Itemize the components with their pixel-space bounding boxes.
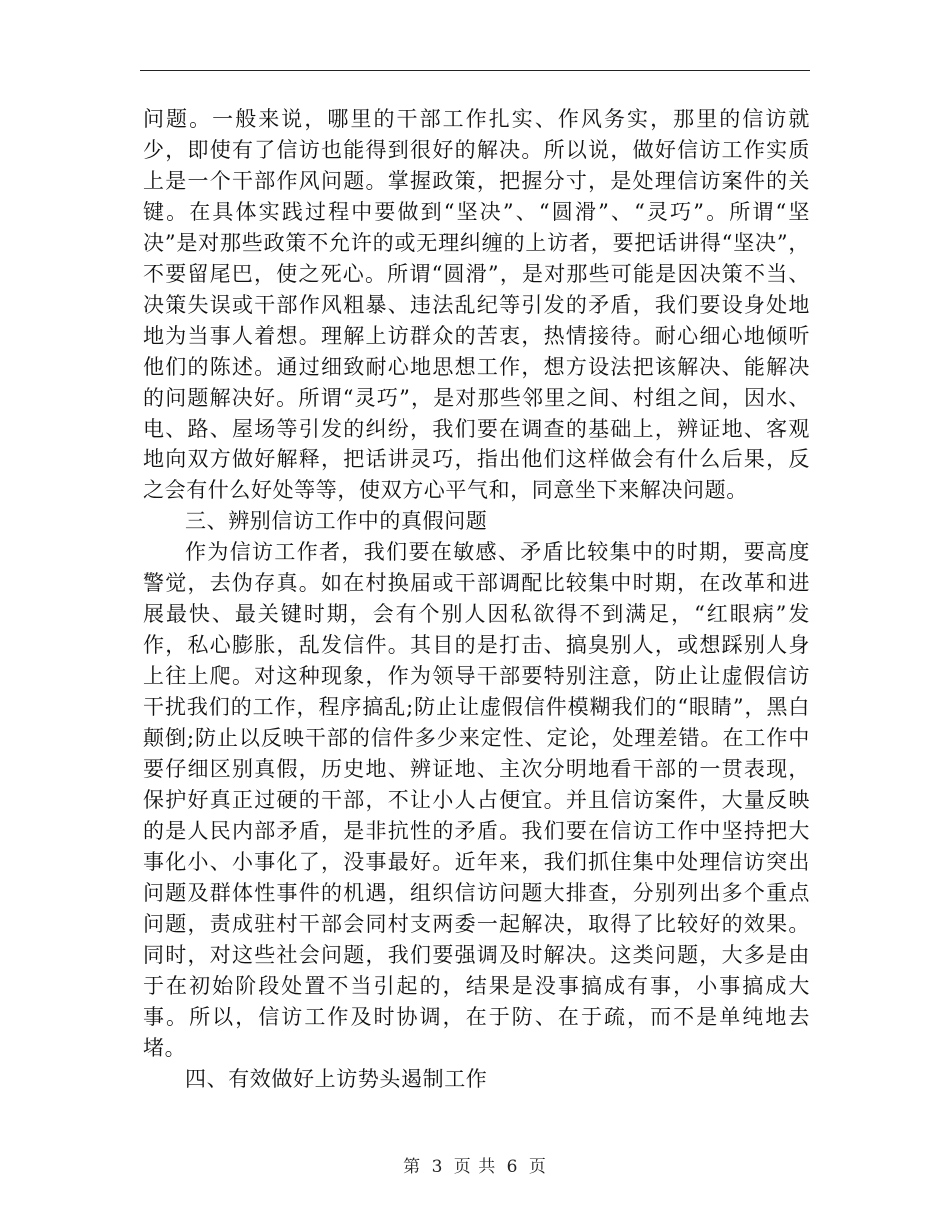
- footer-prefix: 第: [403, 1157, 422, 1177]
- footer-middle: 页 共: [453, 1157, 497, 1177]
- paragraph-section-3: 作为信访工作者，我们要在敏感、矛盾比较集中的时期，要高度警觉，去伪存真。如在村换届或干部调配比较集中时期，在改革和进展最快、最关键时期，会有个别人因私欲得不到满足，“红眼病”发作，私心膨胀，乱发信件。其目的是打击、搞臭别人，或想踩别人身上往上爬。对这种现象，作为领导干部要特别注意，防止让虚假信访干扰我们的工作，程序搞乱;防止让虚假信件模糊我们的“眼睛”，黑白颠倒;防止以反映干部的信件多少来定性、定论，处理差错。在工作中要仔细区别真假，历史地、辨证地、主次分明地看干部的一贯表现，保护好真正过硬的干部，不让小人占便宜。并且信访案件，大量反映的是人民内部矛盾，是非抗性的矛盾。我们要在信访工作中坚持把大事化小、小事化了，没事最好。近年来，我们抓住集中处理信访突出问题及群体性事件的机遇，组织信访问题大排查，分别列出多个重点问题，责成驻村干部会同村支两委一起解决，取得了比较好的效果。同时，对这些社会问题，我们要强调及时解决。这类问题，大多是由于在初始阶段处置不当引起的，结果是没事搞成有事，小事搞成大事。所以，信访工作及时协调，在于防、在于疏，而不是单纯地去堵。: [143, 540, 810, 1060]
- page-footer: [0, 1152, 950, 1177]
- footer-suffix: 页: [528, 1157, 547, 1177]
- footer-current-page: 3: [431, 1157, 444, 1177]
- paragraph-continuation: 问题。一般来说，哪里的干部工作扎实、作风务实，那里的信访就少，即使有了信访也能得到很好的解决。所以说，做好信访工作实质上是一个干部作风问题。掌握政策，把握分寸，是处理信访案件的关键。在具体实践过程中要做到“坚决”、“圆滑”、“灵巧”。所谓“坚决”是对那些政策不允许的或无理纠缠的上访者，要把话讲得“坚决”，不要留尾巴，使之死心。所谓“圆滑”，是对那些可能是因决策不当、决策失误或干部作风粗暴、违法乱纪等引发的矛盾，我们要设身处地地为当事人着想。理解上访群众的苦衷，热情接待。耐心细心地倾听他们的陈述。通过细致耐心地思想工作，想方设法把该解决、能解决的问题解决好。所谓“灵巧”，是对那些邻里之间、村组之间，因水、电、路、屋场等引发的纠纷，我们要在调查的基础上，辨证地、客观地向双方做好解释，把话讲灵巧，指出他们这样做会有什么后果，反之会有什么好处等等，使双方心平气和，同意坐下来解决问题。: [143, 107, 810, 503]
- body-text: [143, 104, 810, 1095]
- section-heading-4: 四、有效做好上访势头遏制工作: [185, 1066, 488, 1091]
- header-rule: [140, 70, 810, 71]
- footer-total-pages: 6: [506, 1157, 519, 1177]
- section-heading-3: 三、辨别信访工作中的真假问题: [185, 509, 488, 534]
